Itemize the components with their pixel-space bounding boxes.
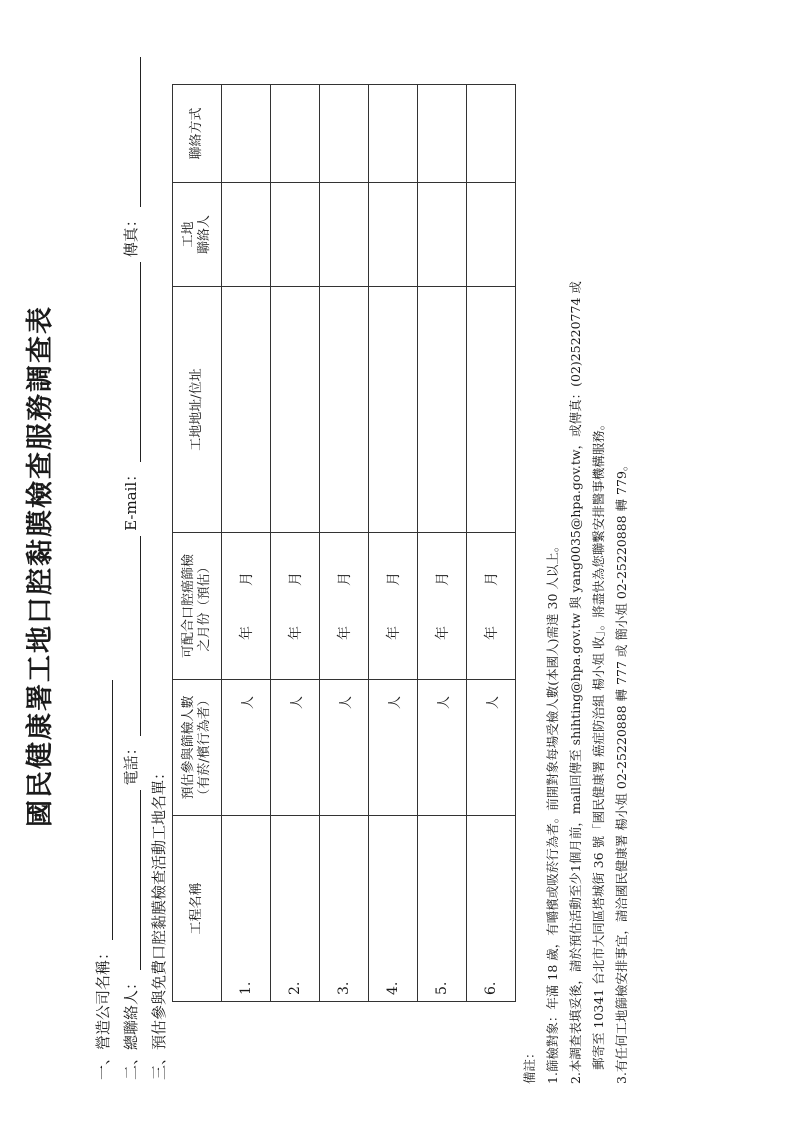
email-field[interactable] (122, 262, 141, 462)
site-address-cell[interactable] (418, 287, 467, 533)
contact-person-label: 二、總聯絡人： (122, 974, 140, 1080)
contact-method-cell[interactable] (369, 85, 418, 183)
header-site-contact: 工地 聯絡人 (173, 183, 222, 287)
site-table (172, 84, 516, 1002)
site-address-cell[interactable] (222, 287, 271, 533)
table-row (271, 85, 320, 1002)
table-row (222, 85, 271, 1002)
notes-heading: 備註： (522, 1046, 537, 1084)
table-header-row (173, 85, 222, 1002)
participant-count-cell[interactable]: 人 (467, 680, 516, 816)
fax-field[interactable] (122, 57, 141, 207)
row-number[interactable]: 5. (418, 816, 467, 1002)
header-site-address: 工地地址/位址 (173, 287, 222, 533)
header-available-month: 可配合口腔癌篩檢 之月份（預估） (173, 533, 222, 680)
participant-count-cell[interactable]: 人 (222, 680, 271, 816)
note-item: 3.有任何工地篩檢安排事宜，請洽國民健康署 楊小姐 02-25220888 轉 777 或 簡小姐 02-25220888 轉 779。 (614, 458, 629, 1084)
notes-section (518, 24, 633, 1084)
contact-person-field[interactable] (122, 790, 141, 970)
contact-row (120, 57, 141, 1080)
contact-method-cell[interactable] (320, 85, 369, 183)
available-month-cell[interactable]: 年月 (222, 533, 271, 680)
contact-method-cell[interactable] (271, 85, 320, 183)
phone-field[interactable] (122, 536, 141, 736)
site-list-row (148, 765, 169, 1080)
participant-count-cell[interactable]: 人 (418, 680, 467, 816)
table-row (418, 85, 467, 1002)
available-month-cell[interactable]: 年月 (467, 533, 516, 680)
site-address-cell[interactable] (467, 287, 516, 533)
available-month-cell[interactable]: 年月 (320, 533, 369, 680)
row-number[interactable]: 4. (369, 816, 418, 1002)
table-row (320, 85, 369, 1002)
header-participant-count: 預估參與篩檢人數 （有菸/檳行為者） (173, 680, 222, 816)
contact-method-cell[interactable] (418, 85, 467, 183)
company-name-label: 一、營造公司名稱： (94, 944, 112, 1080)
site-list-label: 三、預估參與免費口腔黏膜檢查活動工地名單： (150, 764, 168, 1080)
site-contact-cell[interactable] (222, 183, 271, 287)
header-contact-method: 聯絡方式 (173, 85, 222, 183)
site-contact-cell[interactable] (271, 183, 320, 287)
phone-label: 電話： (122, 740, 140, 786)
participant-count-cell[interactable]: 人 (271, 680, 320, 816)
available-month-cell[interactable]: 年月 (369, 533, 418, 680)
site-contact-cell[interactable] (467, 183, 516, 287)
row-number[interactable]: 3. (320, 816, 369, 1002)
site-address-cell[interactable] (271, 287, 320, 533)
fax-label: 傳真： (122, 212, 140, 258)
form-title: 國民健康署工地口腔黏膜檢查服務調查表 (25, 305, 56, 827)
available-month-cell[interactable]: 年月 (271, 533, 320, 680)
contact-method-cell[interactable] (467, 85, 516, 183)
row-number[interactable]: 1. (222, 816, 271, 1002)
contact-method-cell[interactable] (222, 85, 271, 183)
participant-count-cell[interactable]: 人 (320, 680, 369, 816)
header-project-name: 工程名稱 (173, 816, 222, 1002)
note-item: 2.本調查表填妥後，請於預估活動至少1個月前，mail回傳至 shihting@hpa.gov.tw 與 yang0035@hpa.gov.tw，或傳真：(02)25220774 或 (568, 281, 583, 1084)
row-number[interactable]: 6. (467, 816, 516, 1002)
company-name-row (92, 680, 113, 1080)
participant-count-cell[interactable]: 人 (369, 680, 418, 816)
site-contact-cell[interactable] (418, 183, 467, 287)
site-address-cell[interactable] (369, 287, 418, 533)
site-contact-cell[interactable] (320, 183, 369, 287)
available-month-cell[interactable]: 年月 (418, 533, 467, 680)
site-contact-cell[interactable] (369, 183, 418, 287)
note-item: 郵寄至 10341 台北市大同區塔城街 36 號「國民健康署 癌症防治組 楊小姐 收」。將盡快為您聯繫安排醫事機構服務。 (591, 417, 606, 1070)
site-address-cell[interactable] (320, 287, 369, 533)
row-number[interactable]: 2. (271, 816, 320, 1002)
email-label: E-mail： (122, 466, 140, 531)
note-item: 1.篩檢對象：年滿 18 歲，有嚼檳或吸菸行為者。前開對象每場受檢人數(本國人)需達 30 人以上。 (545, 539, 560, 1084)
company-name-field[interactable] (94, 680, 113, 940)
table-row (369, 85, 418, 1002)
table-row (467, 85, 516, 1002)
